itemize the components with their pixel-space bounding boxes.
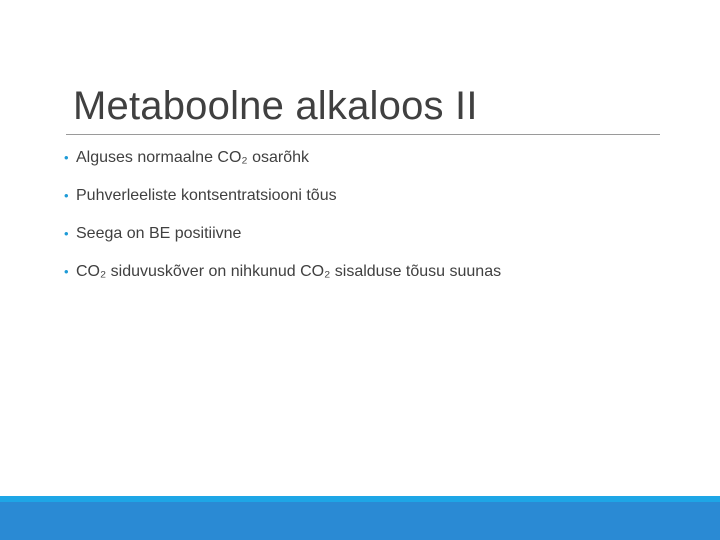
title-divider xyxy=(66,134,660,135)
bullet-text: Seega on BE positiivne xyxy=(76,225,242,242)
bullet-text: Alguses normaalne CO₂ osarõhk xyxy=(76,149,309,166)
bullet-icon: • xyxy=(64,150,69,165)
bullet-item xyxy=(64,146,501,184)
footer-bar xyxy=(0,496,720,540)
bullet-icon: • xyxy=(64,226,69,241)
bullet-list xyxy=(64,146,501,298)
bullet-item xyxy=(64,222,501,260)
bullet-icon: • xyxy=(64,188,69,203)
bullet-text: CO₂ siduvuskõver on nihkunud CO₂ sisalduse tõusu suunas xyxy=(76,263,502,280)
bullet-item xyxy=(64,260,501,298)
bullet-item xyxy=(64,184,501,222)
footer-bar-accent xyxy=(0,496,720,502)
slide-title: Metaboolne alkaloos II xyxy=(73,84,478,128)
bullet-icon: • xyxy=(64,264,69,279)
bullet-text: Puhverleeliste kontsentratsiooni tõus xyxy=(76,187,337,204)
